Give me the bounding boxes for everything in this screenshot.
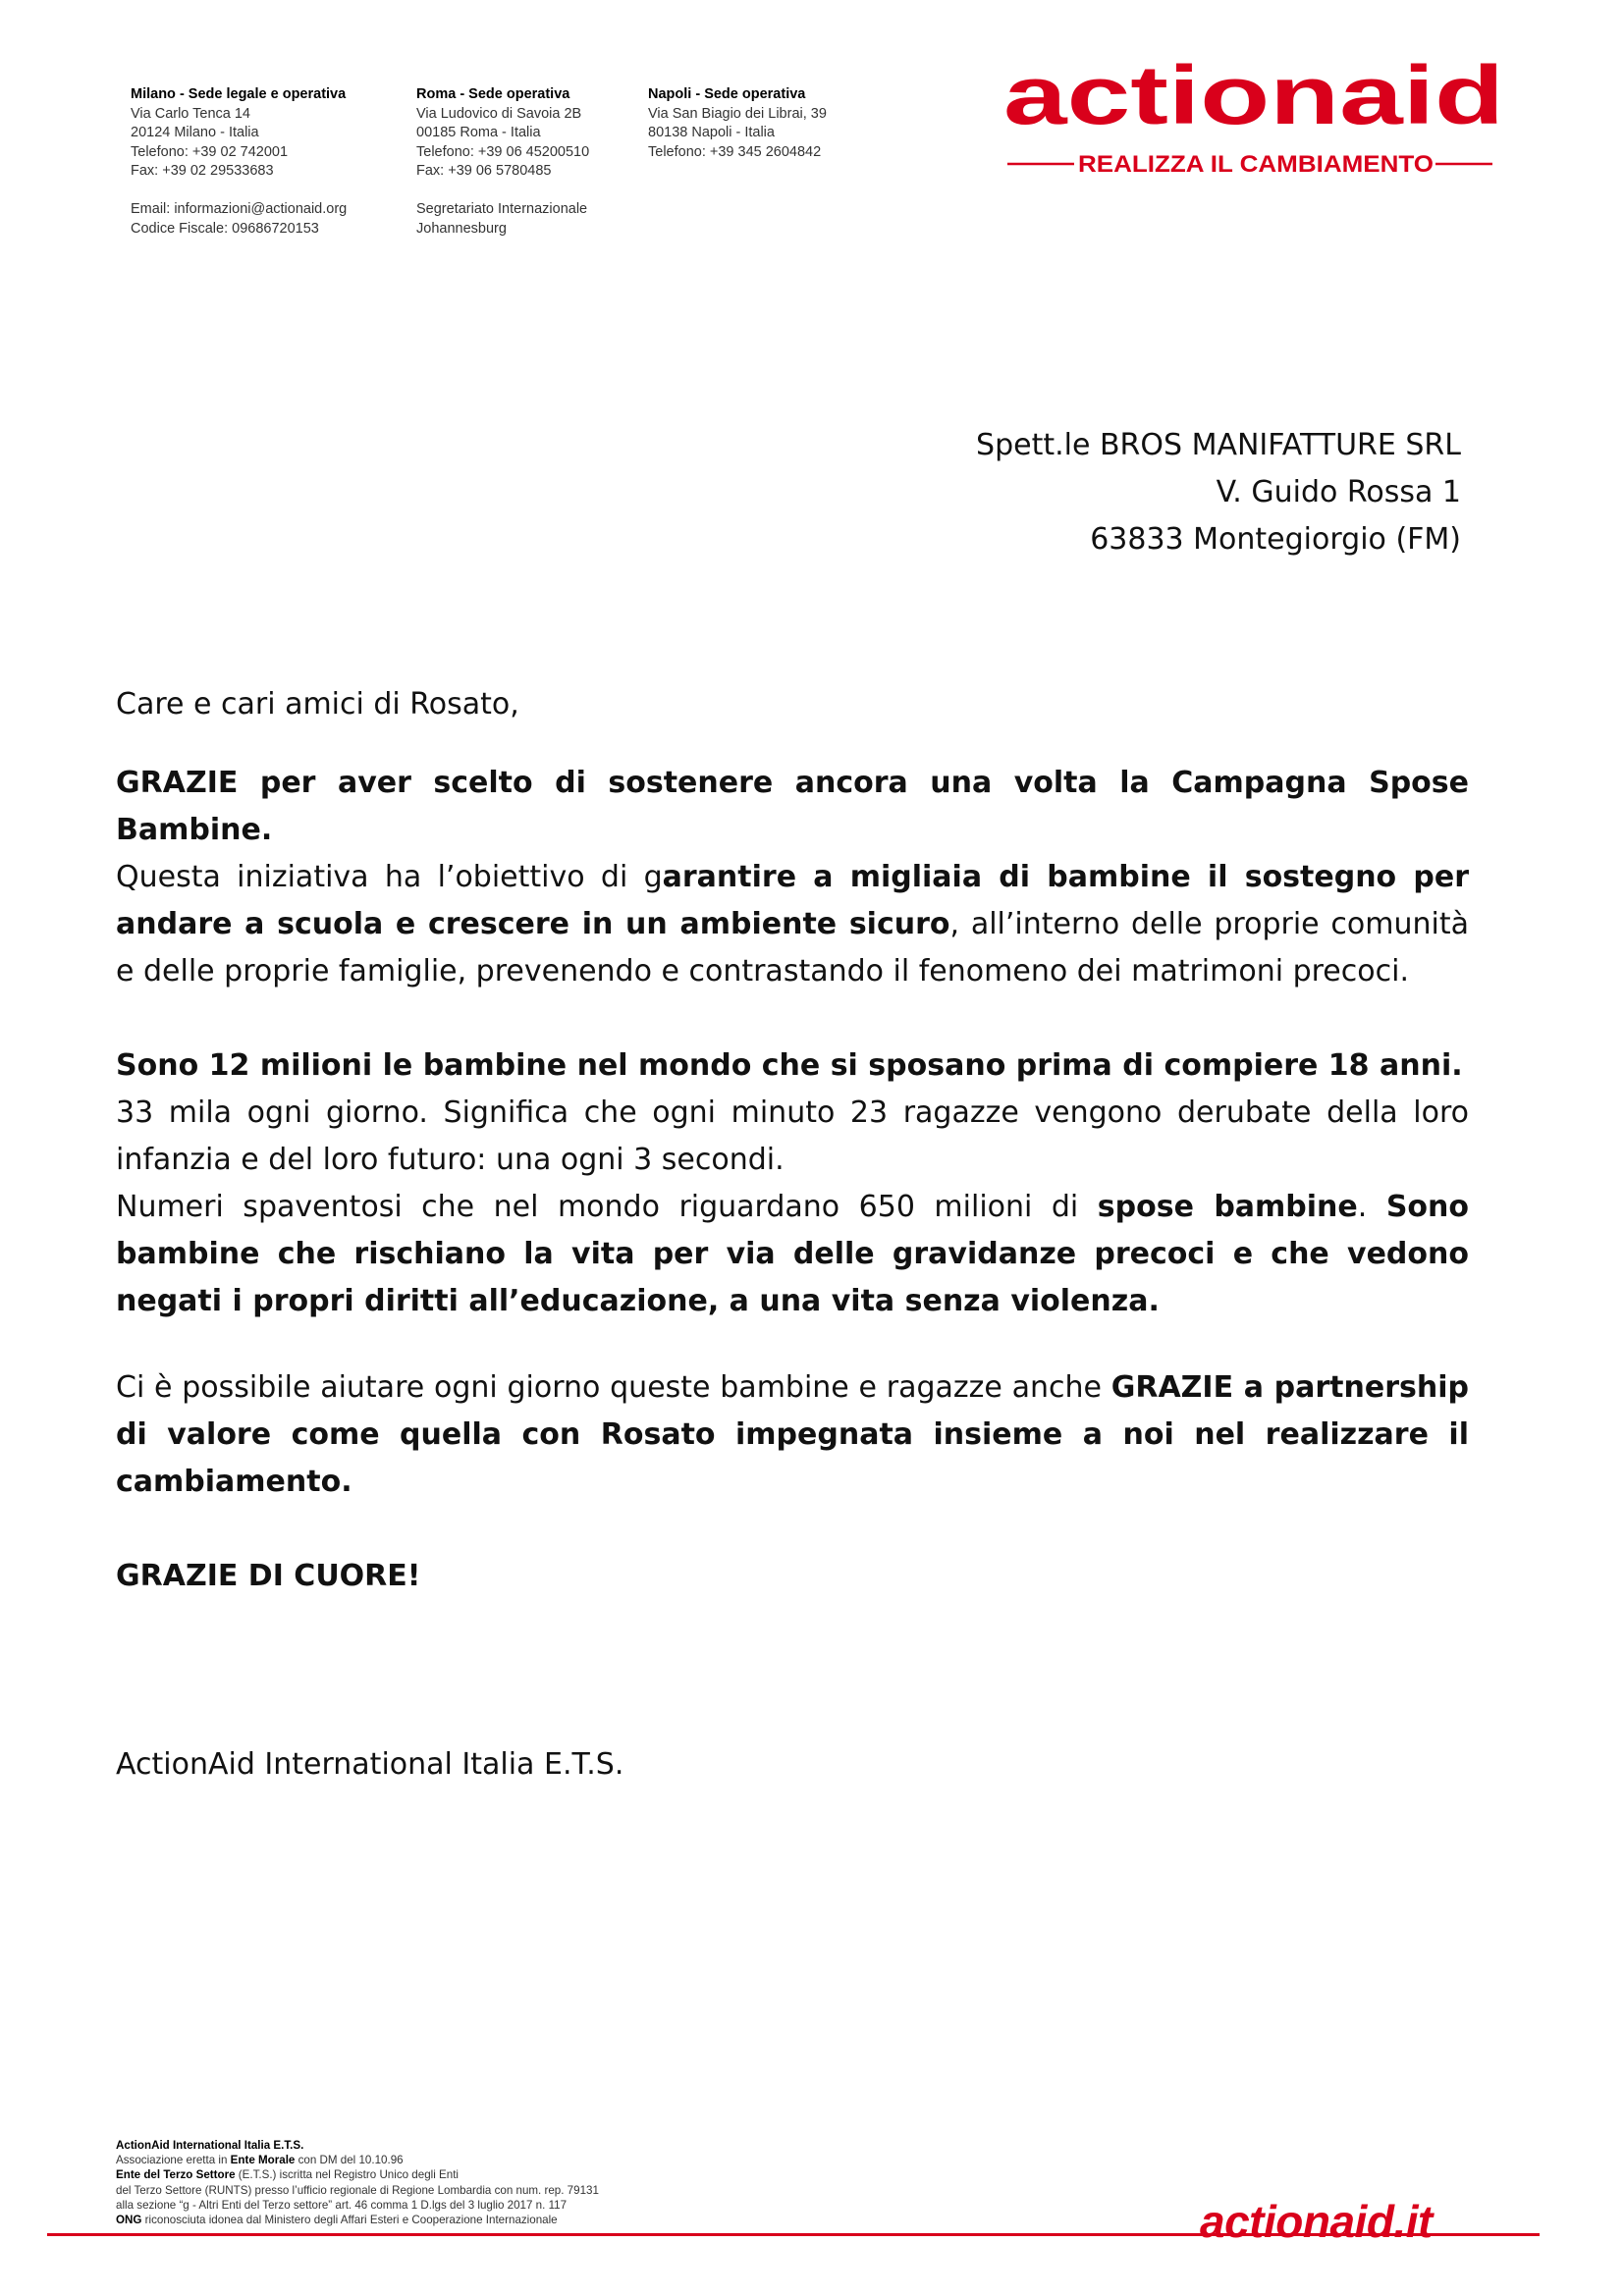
signature-org: ActionAid International Italia xyxy=(116,1747,535,1782)
office-title: Milano - Sede legale e operativa xyxy=(131,86,347,102)
footer-org: ActionAid International Italia E.T.S. xyxy=(116,2139,304,2152)
text-run: Ci è possibile aiutare ogni giorno queste bambine e ragazze anche xyxy=(116,1370,1111,1405)
office-line: 20124 Milano - Italia xyxy=(131,125,259,140)
paragraph-partnership xyxy=(116,1364,1469,1506)
greeting: Care e cari amici di Rosato, xyxy=(116,687,519,721)
footer-line: alla sezione “g - Altri Enti del Terzo settore” art. 46 comma 1 D.lgs del 3 luglio 2017 n. 117 xyxy=(116,2198,568,2212)
text-run-bold: arantire a migliaia di bambine il sostegno per andare a scuola e crescere in un ambiente sicuro xyxy=(116,860,1469,941)
actionaid-logo xyxy=(1003,51,1514,179)
office-napoli xyxy=(648,85,827,162)
recipient-street: V. Guido Rossa 1 xyxy=(1216,475,1461,509)
paragraph-initiative xyxy=(116,854,1469,995)
office-roma xyxy=(416,85,589,239)
office-line: Telefono: +39 345 2604842 xyxy=(648,143,822,160)
office-title: Roma - Sede operativa xyxy=(416,86,570,102)
footer-line: ONG riconosciuta idonea dal Ministero degli Affari Esteri e Cooperazione Internazionale xyxy=(116,2214,558,2227)
paragraph-statistics xyxy=(116,1042,1469,1325)
office-line: Fax: +39 06 5780485 xyxy=(416,163,552,179)
office-line: Telefono: +39 02 742001 xyxy=(131,143,289,160)
office-line: Segretariato Internazionale xyxy=(416,201,588,217)
footer-line: Associazione eretta in Ente Morale con DM del 10.10.96 xyxy=(116,2154,404,2167)
recipient-name: Spett.le BROS MANIFATTURE SRL xyxy=(976,428,1461,462)
office-email[interactable]: Email: informazioni@actionaid.org xyxy=(131,201,348,217)
text-run: Questa iniziativa ha l’obiettivo di g xyxy=(116,860,663,894)
office-line: Via Ludovico di Savoia 2B xyxy=(416,105,582,122)
office-line: Via Carlo Tenca 14 xyxy=(131,105,250,122)
text-run: Numeri spaventosi che nel mondo riguardano 650 milioni di xyxy=(116,1190,1098,1224)
office-line: Fax: +39 02 29533683 xyxy=(131,163,274,179)
logo-wordmark: actionaid xyxy=(1003,51,1504,141)
footer-line: del Terzo Settore (RUNTS) presso l’ufficio regionale di Regione Lombardia con num. rep. 79131 xyxy=(116,2183,599,2197)
thanks-line: GRAZIE per aver scelto di sostenere ancora una volta la Campagna Spose Bambine. xyxy=(116,766,1469,847)
recipient-city: 63833 Montegiorgio (FM) xyxy=(1090,522,1461,557)
office-line: 00185 Roma - Italia xyxy=(416,125,541,140)
office-tax-code: Codice Fiscale: 09686720153 xyxy=(131,220,319,237)
footer-legal-note xyxy=(116,2138,599,2227)
signature xyxy=(116,1741,1469,1789)
text-run: , all’interno delle proprie comunità e delle proprie famiglie, prevenendo e contrastando il fenomeno dei matrimoni precoci. xyxy=(116,907,1469,988)
signature-suffix: E.T.S. xyxy=(544,1747,624,1782)
statistic-headline: Sono 12 milioni le bambine nel mondo che si sposano prima di compiere 18 anni. xyxy=(116,1048,1463,1083)
text-run: 33 mila ogni giorno. Significa che ogni minuto 23 ragazze vengono derubate della loro infanzia e del loro futuro: una ogni 3 secondi. xyxy=(116,1095,1469,1177)
text-run-bold: Sono bambine che rischiano la vita per via delle gravidanze precoci e che vedono negati i propri diritti all’educazione, a una vita senza violenza. xyxy=(116,1190,1469,1318)
office-title: Napoli - Sede operativa xyxy=(648,86,806,102)
closing: GRAZIE DI CUORE! xyxy=(116,1559,421,1593)
office-line: Telefono: +39 06 45200510 xyxy=(416,143,590,160)
text-run-bold: spose bambine xyxy=(1097,1190,1358,1224)
recipient-address xyxy=(774,422,1461,563)
text-run: . xyxy=(1357,1190,1386,1224)
footer-website-link[interactable]: actionaid.it xyxy=(1200,2196,1433,2247)
footer-line: Ente del Terzo Settore (E.T.S.) iscritta nel Registro Unico degli Enti xyxy=(116,2168,459,2182)
office-line: Johannesburg xyxy=(416,220,507,237)
text-run-bold: GRAZIE a partnership di valore come quella con Rosato impegnata insieme a noi nel realizzare il cambiamento. xyxy=(116,1370,1469,1499)
logo-tagline: REALIZZA IL CAMBIAMENTO xyxy=(1078,151,1434,178)
office-line: Via San Biagio dei Librai, 39 xyxy=(648,105,827,122)
office-line: 80138 Napoli - Italia xyxy=(648,125,775,140)
office-milano xyxy=(131,85,347,239)
